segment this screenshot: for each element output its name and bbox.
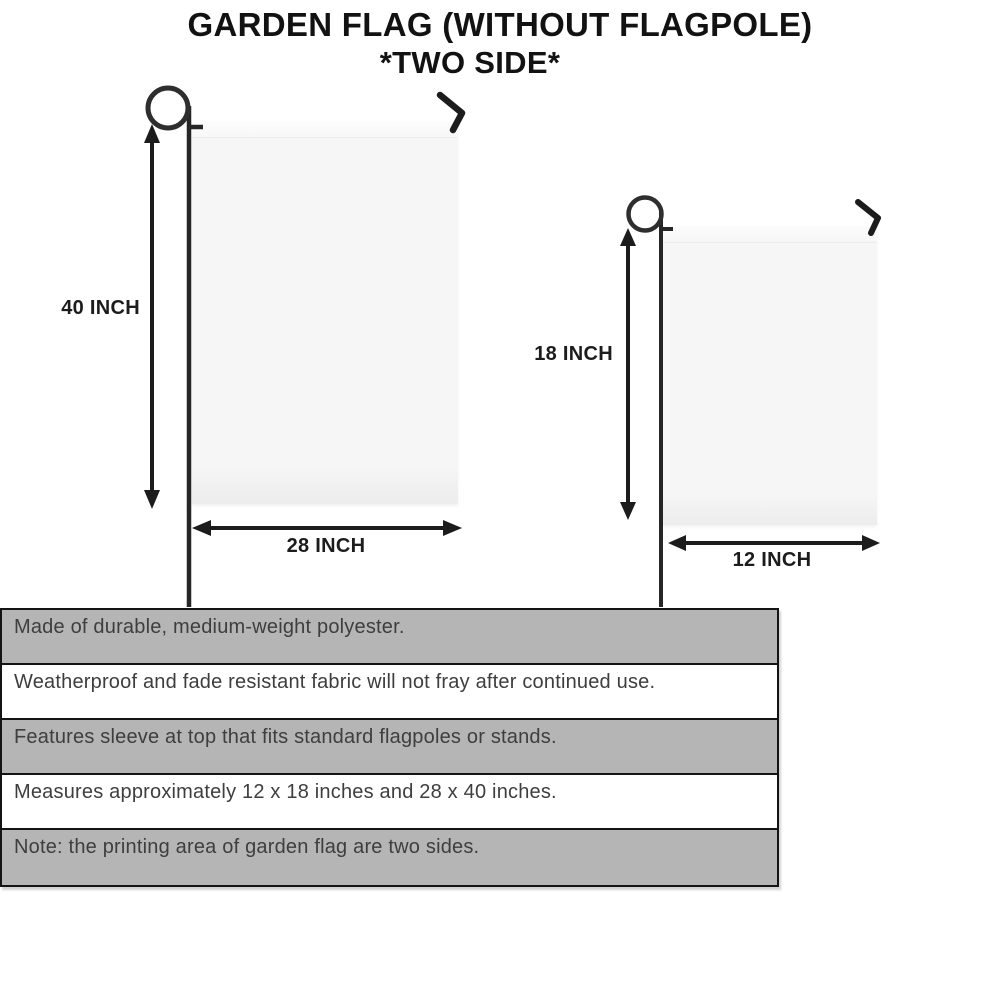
small-pole-loop-icon (629, 198, 662, 231)
spec-row-sleeve: Features sleeve at top that fits standard flagpoles or stands. (2, 720, 777, 775)
small-flag-height-label: 18 INCH (534, 343, 613, 365)
title-line-1: GARDEN FLAG (WITHOUT FLAGPOLE) (187, 6, 813, 43)
small-flagpole (629, 198, 879, 608)
large-flag-height-label: 40 INCH (61, 297, 140, 319)
small-height-dimension-arrow (620, 228, 636, 520)
spec-row-measurements: Measures approximately 12 x 18 inches and 28 x 40 inches. (2, 775, 777, 830)
spec-row-material: Made of durable, medium-weight polyester. (2, 610, 777, 665)
large-width-dimension-arrow (192, 520, 462, 536)
spec-row-weatherproof: Weatherproof and fade resistant fabric will not fray after continued use. (2, 665, 777, 720)
large-pole-hook-icon (440, 95, 462, 130)
small-flag-width-label: 12 INCH (732, 549, 812, 571)
large-flag-width-label: 28 INCH (286, 535, 366, 557)
large-height-dimension-arrow (144, 124, 160, 509)
spec-table (0, 608, 779, 887)
small-pole-hook-icon (858, 202, 878, 233)
large-pole-loop-icon (148, 88, 188, 128)
spec-row-note: Note: the printing area of garden flag are two sides. (2, 830, 777, 885)
title-line-2: *TWO SIDE* (379, 45, 561, 80)
